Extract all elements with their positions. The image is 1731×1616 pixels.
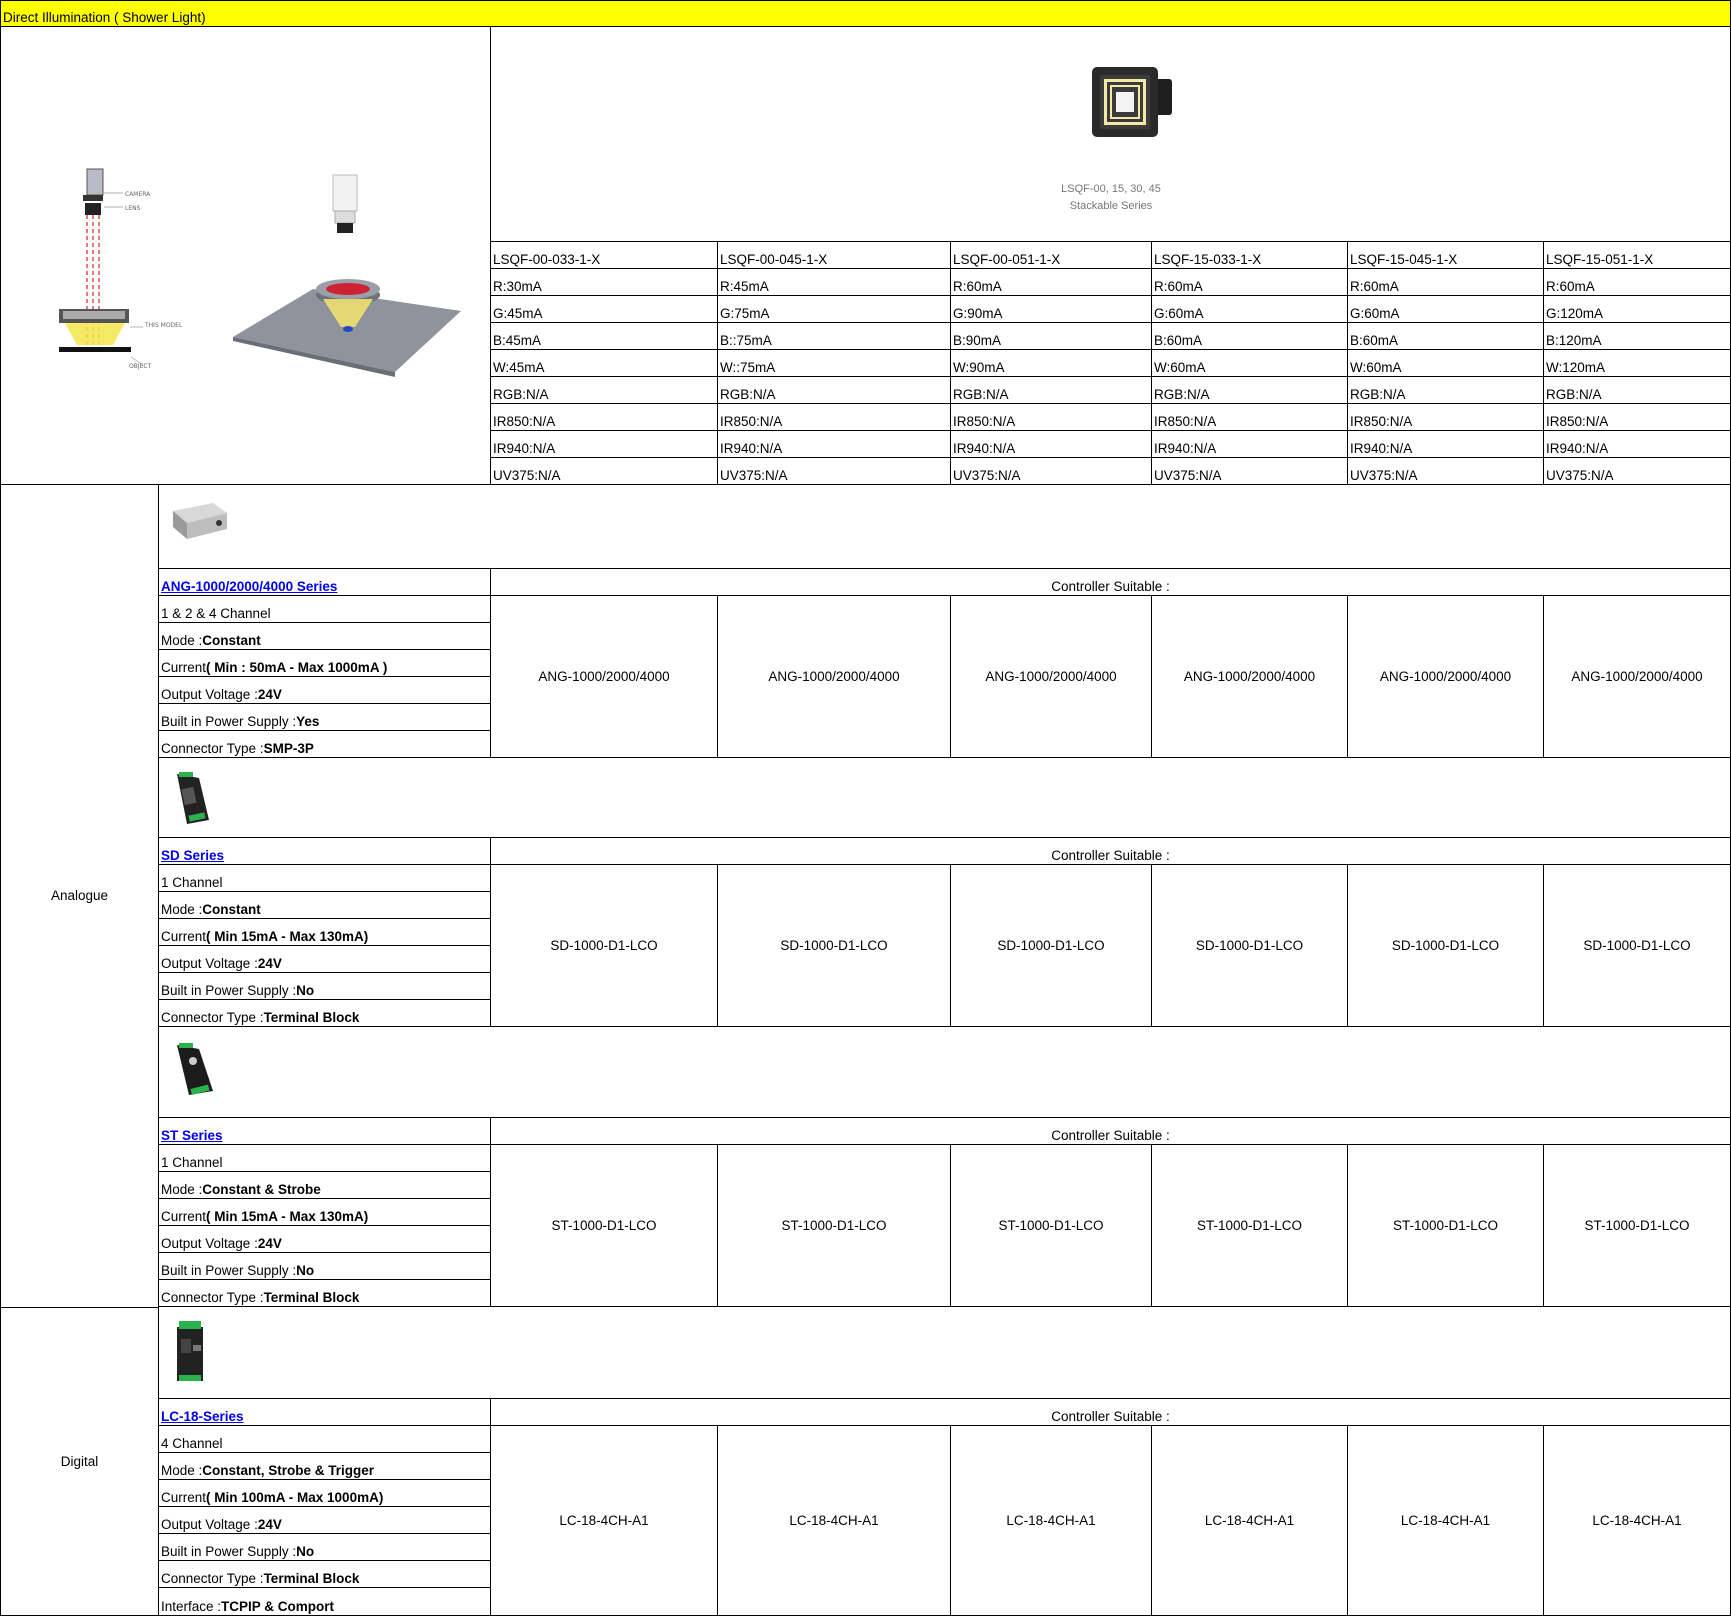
- controller-property: [159, 1453, 491, 1480]
- suitable-controller-cell: LC-18-4CH-A1: [1544, 1426, 1731, 1616]
- property-label: Current: [161, 659, 207, 675]
- category-analogue: Analogue: [0, 485, 159, 1308]
- spec-cell: B:90mA: [951, 323, 1152, 350]
- spec-cell: B:60mA: [1348, 323, 1544, 350]
- spec-cell: W:60mA: [1348, 350, 1544, 377]
- property-value: ( Min 15mA - Max 130mA): [206, 1208, 369, 1224]
- spec-cell: G:120mA: [1544, 296, 1731, 323]
- spec-cell: IR940:N/A: [951, 431, 1152, 458]
- spec-cell: IR940:N/A: [1348, 431, 1544, 458]
- product-caption: [491, 181, 1731, 215]
- suitable-controller-cell: ANG-1000/2000/4000: [951, 596, 1152, 758]
- spec-cell: R:60mA: [1348, 269, 1544, 296]
- spec-cell: UV375:N/A: [491, 458, 718, 485]
- property-label: 1 & 2 & 4 Channel: [161, 605, 271, 621]
- spec-cell: W:120mA: [1544, 350, 1731, 377]
- property-label: Built in Power Supply :: [161, 1262, 297, 1278]
- spec-cell: W:60mA: [1152, 350, 1348, 377]
- spec-cell: R:60mA: [1152, 269, 1348, 296]
- spec-cell: RGB:N/A: [1544, 377, 1731, 404]
- property-value: 24V: [257, 1516, 282, 1532]
- spec-cell: IR850:N/A: [718, 404, 951, 431]
- property-value: ( Min 100mA - Max 1000mA): [206, 1489, 384, 1505]
- spec-cell: W::75mA: [718, 350, 951, 377]
- controller-property: [159, 892, 491, 919]
- controller-property: [159, 1561, 491, 1588]
- illumination-diagram-cell: [0, 27, 491, 485]
- model-header: LSQF-00-051-1-X: [951, 242, 1152, 269]
- spec-cell: W:45mA: [491, 350, 718, 377]
- controller-device-icon: [169, 1319, 211, 1388]
- camera-label: CAMERA: [125, 191, 151, 198]
- controller-device-icon: [169, 1039, 219, 1104]
- controller-property: [159, 1507, 491, 1534]
- model-header: LSQF-15-051-1-X: [1544, 242, 1731, 269]
- spec-cell: B:45mA: [491, 323, 718, 350]
- suitable-controller-cell: ST-1000-D1-LCO: [718, 1145, 951, 1307]
- property-label: Connector Type :: [161, 1289, 264, 1305]
- this-model-label: THIS MODEL: [145, 322, 183, 329]
- controller-image-row: [159, 485, 1731, 569]
- spec-cell: IR850:N/A: [491, 404, 718, 431]
- property-label: Current: [161, 1208, 207, 1224]
- suitable-controller-cell: ANG-1000/2000/4000: [1348, 596, 1544, 758]
- category-digital: Digital: [0, 1308, 159, 1616]
- controller-property: [159, 946, 491, 973]
- suitable-controller-cell: ST-1000-D1-LCO: [1544, 1145, 1731, 1307]
- controller-series-cell: [159, 1399, 491, 1426]
- property-label: 4 Channel: [161, 1435, 223, 1451]
- controller-series-link[interactable]: ST Series: [161, 1127, 223, 1143]
- spec-cell: UV375:N/A: [951, 458, 1152, 485]
- controller-series-cell: [159, 838, 491, 865]
- property-label: Interface :: [161, 1598, 222, 1614]
- model-header: LSQF-00-033-1-X: [491, 242, 718, 269]
- suitable-controller-cell: LC-18-4CH-A1: [718, 1426, 951, 1616]
- model-header: LSQF-00-045-1-X: [718, 242, 951, 269]
- suitable-controller-cell: ST-1000-D1-LCO: [1348, 1145, 1544, 1307]
- controller-property: [159, 1000, 491, 1027]
- suitable-controller-cell: ST-1000-D1-LCO: [491, 1145, 718, 1307]
- product-image-cell: [491, 27, 1731, 242]
- suitable-controller-cell: ANG-1000/2000/4000: [491, 596, 718, 758]
- lens-label: LENS: [125, 205, 141, 212]
- suitable-controller-cell: LC-18-4CH-A1: [1152, 1426, 1348, 1616]
- spec-cell: IR850:N/A: [1152, 404, 1348, 431]
- suitable-controller-cell: LC-18-4CH-A1: [951, 1426, 1152, 1616]
- controller-image-row: [159, 1307, 1731, 1399]
- controller-property: [159, 731, 491, 758]
- controller-series-cell: [159, 569, 491, 596]
- suitable-controller-cell: SD-1000-D1-LCO: [951, 865, 1152, 1027]
- property-value: Constant & Strobe: [202, 1181, 321, 1197]
- suitable-controller-cell: SD-1000-D1-LCO: [1348, 865, 1544, 1027]
- property-value: Terminal Block: [263, 1289, 360, 1305]
- spec-cell: UV375:N/A: [1152, 458, 1348, 485]
- suitable-controller-cell: ANG-1000/2000/4000: [718, 596, 951, 758]
- property-value: TCPIP & Comport: [221, 1598, 335, 1614]
- controller-image-row: [159, 758, 1731, 838]
- spec-cell: R:45mA: [718, 269, 951, 296]
- spec-cell: G:60mA: [1348, 296, 1544, 323]
- controller-series-link[interactable]: LC-18-Series: [161, 1408, 244, 1424]
- controller-property: [159, 1280, 491, 1307]
- property-label: Output Voltage :: [161, 955, 258, 971]
- spec-cell: G:75mA: [718, 296, 951, 323]
- property-value: 24V: [257, 686, 282, 702]
- suitable-controller-cell: LC-18-4CH-A1: [1348, 1426, 1544, 1616]
- controller-property: [159, 596, 491, 623]
- property-value: No: [296, 1262, 315, 1278]
- controller-property: [159, 704, 491, 731]
- property-value: Terminal Block: [263, 1570, 360, 1586]
- property-label: Output Voltage :: [161, 1516, 258, 1532]
- spec-cell: G:90mA: [951, 296, 1152, 323]
- spec-cell: G:45mA: [491, 296, 718, 323]
- suitable-controller-cell: ANG-1000/2000/4000: [1152, 596, 1348, 758]
- spec-cell: IR850:N/A: [1348, 404, 1544, 431]
- property-label: Connector Type :: [161, 1009, 264, 1025]
- property-label: Connector Type :: [161, 1570, 264, 1586]
- controller-image-row: [159, 1027, 1731, 1118]
- property-value: 24V: [257, 1235, 282, 1251]
- controller-property: [159, 1253, 491, 1280]
- property-value: No: [296, 982, 315, 998]
- controller-property: [159, 623, 491, 650]
- controller-property: [159, 1172, 491, 1199]
- spec-cell: RGB:N/A: [718, 377, 951, 404]
- spec-cell: UV375:N/A: [718, 458, 951, 485]
- controller-suitable-header: Controller Suitable :: [491, 1399, 1731, 1426]
- controller-suitable-header: Controller Suitable :: [491, 569, 1731, 596]
- spec-cell: R:60mA: [951, 269, 1152, 296]
- spec-cell: IR940:N/A: [1152, 431, 1348, 458]
- property-label: Mode :: [161, 632, 203, 648]
- suitable-controller-cell: SD-1000-D1-LCO: [718, 865, 951, 1027]
- property-value: No: [296, 1543, 315, 1559]
- model-header: LSQF-15-045-1-X: [1348, 242, 1544, 269]
- controller-suitable-header: Controller Suitable :: [491, 838, 1731, 865]
- property-label: Current: [161, 928, 207, 944]
- property-label: Mode :: [161, 901, 203, 917]
- controller-series-cell: [159, 1118, 491, 1145]
- controller-property: [159, 1226, 491, 1253]
- property-value: Yes: [296, 713, 320, 729]
- property-value: ( Min : 50mA - Max 1000mA ): [206, 659, 388, 675]
- spec-cell: W:90mA: [951, 350, 1152, 377]
- property-value: Constant: [202, 632, 261, 648]
- spec-cell: IR940:N/A: [1544, 431, 1731, 458]
- spec-cell: B:120mA: [1544, 323, 1731, 350]
- controller-property: [159, 919, 491, 946]
- controller-property: [159, 1588, 491, 1616]
- controller-property: [159, 1426, 491, 1453]
- property-label: Built in Power Supply :: [161, 1543, 297, 1559]
- property-value: Constant: [202, 901, 261, 917]
- controller-property: [159, 1199, 491, 1226]
- spec-cell: IR850:N/A: [1544, 404, 1731, 431]
- suitable-controller-cell: ST-1000-D1-LCO: [951, 1145, 1152, 1307]
- property-label: Output Voltage :: [161, 1235, 258, 1251]
- property-label: Output Voltage :: [161, 686, 258, 702]
- property-label: 1 Channel: [161, 1154, 223, 1170]
- suitable-controller-cell: SD-1000-D1-LCO: [491, 865, 718, 1027]
- controller-device-icon: [169, 770, 215, 831]
- controller-property: [159, 1145, 491, 1172]
- spec-cell: B::75mA: [718, 323, 951, 350]
- controller-property: [159, 1480, 491, 1507]
- spec-cell: IR850:N/A: [951, 404, 1152, 431]
- property-value: 24V: [257, 955, 282, 971]
- controller-property: [159, 1534, 491, 1561]
- spec-cell: IR940:N/A: [491, 431, 718, 458]
- illumination-diagram-icon: [3, 27, 491, 483]
- property-label: 1 Channel: [161, 874, 223, 890]
- property-label: Connector Type :: [161, 740, 264, 756]
- spec-cell: G:60mA: [1152, 296, 1348, 323]
- suitable-controller-cell: LC-18-4CH-A1: [491, 1426, 718, 1616]
- suitable-controller-cell: ANG-1000/2000/4000: [1544, 596, 1731, 758]
- controller-series-link[interactable]: SD Series: [161, 847, 225, 863]
- suitable-controller-cell: SD-1000-D1-LCO: [1152, 865, 1348, 1027]
- light-product-icon: [1086, 57, 1186, 147]
- property-label: Built in Power Supply :: [161, 713, 297, 729]
- spec-cell: B:60mA: [1152, 323, 1348, 350]
- spec-cell: RGB:N/A: [1152, 377, 1348, 404]
- property-label: Mode :: [161, 1462, 203, 1478]
- property-value: SMP-3P: [263, 740, 314, 756]
- controller-device-icon: [169, 497, 231, 546]
- spec-cell: RGB:N/A: [491, 377, 718, 404]
- controller-property: [159, 973, 491, 1000]
- controller-property: [159, 865, 491, 892]
- property-label: Mode :: [161, 1181, 203, 1197]
- property-value: ( Min 15mA - Max 130mA): [206, 928, 369, 944]
- spec-cell: UV375:N/A: [1348, 458, 1544, 485]
- property-label: Current: [161, 1489, 207, 1505]
- spec-cell: RGB:N/A: [951, 377, 1152, 404]
- spec-cell: IR940:N/A: [718, 431, 951, 458]
- controller-property: [159, 650, 491, 677]
- controller-series-link[interactable]: ANG-1000/2000/4000 Series: [161, 578, 338, 594]
- property-label: Built in Power Supply :: [161, 982, 297, 998]
- spec-cell: R:30mA: [491, 269, 718, 296]
- suitable-controller-cell: ST-1000-D1-LCO: [1152, 1145, 1348, 1307]
- suitable-controller-cell: SD-1000-D1-LCO: [1544, 865, 1731, 1027]
- model-header: LSQF-15-033-1-X: [1152, 242, 1348, 269]
- controller-property: [159, 677, 491, 704]
- spec-cell: RGB:N/A: [1348, 377, 1544, 404]
- controller-suitable-header: Controller Suitable :: [491, 1118, 1731, 1145]
- object-label: OBJECT: [129, 363, 152, 370]
- product-caption-series: LSQF-00, 15, 30, 45: [1061, 183, 1161, 195]
- sheet-title: Direct Illumination ( Shower Light): [0, 0, 1731, 27]
- product-caption-type: Stackable Series: [1069, 200, 1153, 212]
- property-value: Terminal Block: [263, 1009, 360, 1025]
- spec-cell: R:60mA: [1544, 269, 1731, 296]
- property-value: Constant, Strobe & Trigger: [202, 1462, 375, 1478]
- spec-cell: UV375:N/A: [1544, 458, 1731, 485]
